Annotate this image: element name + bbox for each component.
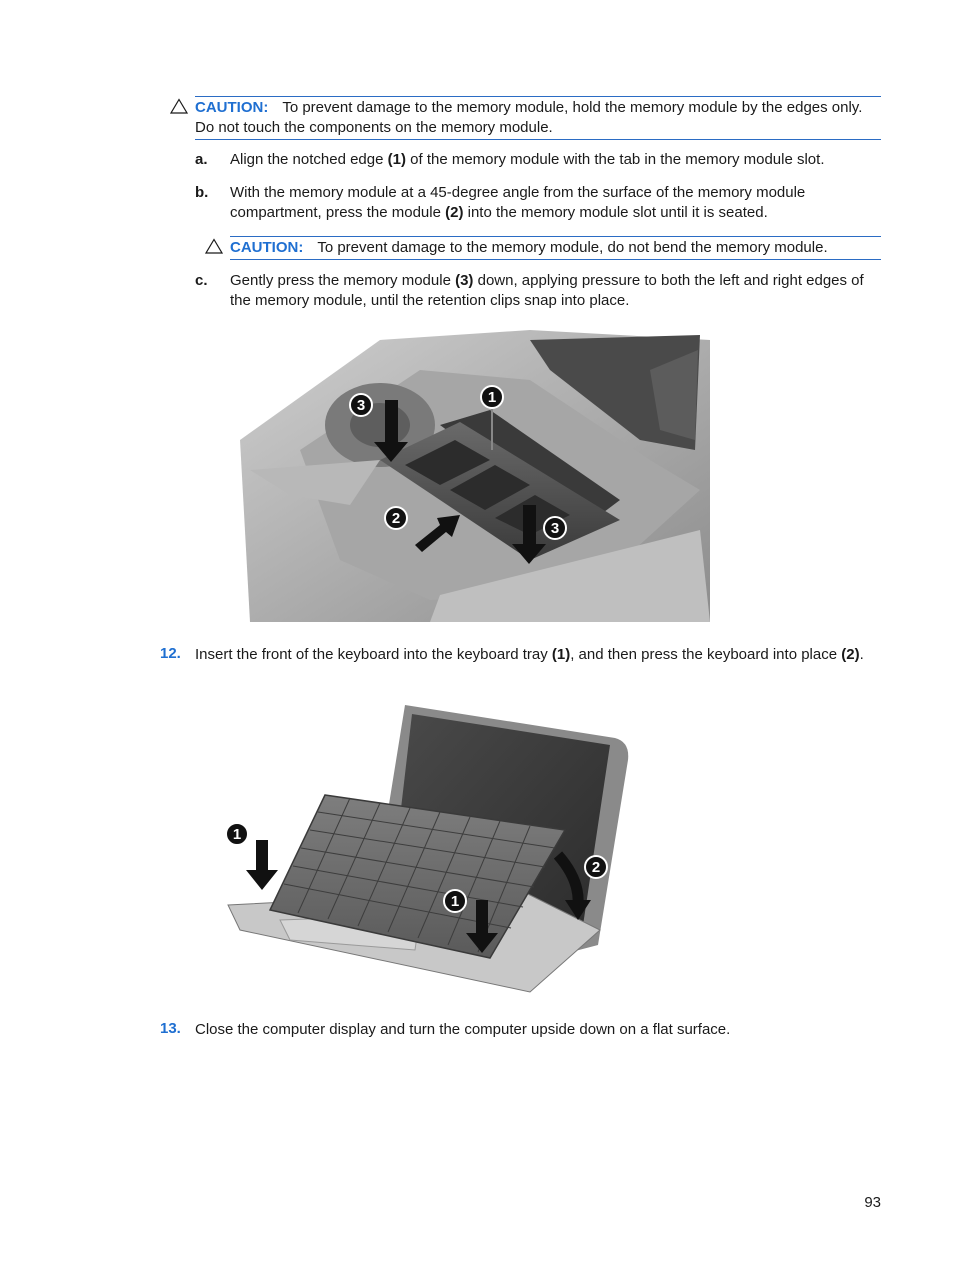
step-marker: c. <box>195 272 208 289</box>
svg-text:3: 3 <box>356 397 366 414</box>
step-ref: (3) <box>455 272 474 289</box>
step-text: of the memory module with the tab in the memory module slot. <box>405 151 825 168</box>
callout-2 <box>585 856 607 878</box>
step-a <box>195 150 882 170</box>
caution-box-2 <box>230 236 881 260</box>
step-text: down, applying pressure to both the left and right edges of the memory module, until the retention clips snap into place. <box>230 272 864 309</box>
step-text: Gently press the memory module <box>230 272 456 289</box>
caution-label: CAUTION: <box>230 239 304 256</box>
step-ref: (2) <box>445 203 464 221</box>
callout-1 <box>226 823 248 845</box>
step-text: Insert the front of the keyboard into the keyboard tray <box>195 646 552 663</box>
callout-3 <box>544 517 566 539</box>
callout-2 <box>385 507 407 529</box>
caution-text: To prevent damage to the memory module, do not bend the memory module. <box>317 239 828 256</box>
step-c <box>195 271 882 310</box>
svg-text:2: 2 <box>391 510 401 527</box>
step-text: into the memory module slot until it is seated. <box>463 203 768 221</box>
svg-text:2: 2 <box>591 859 601 876</box>
step-number: 13. <box>160 1020 181 1037</box>
step-ref: (1) <box>387 151 406 168</box>
step-text: , and then press the keyboard into place <box>570 646 842 663</box>
callout-3 <box>350 394 372 416</box>
caution-text: To prevent damage to the memory module, hold the memory module by the edges only. Do not touch the components on the memory module. <box>195 99 863 136</box>
step-text: . <box>859 646 864 663</box>
caution-triangle-icon <box>170 98 188 114</box>
step-12 <box>195 645 885 665</box>
svg-text:3: 3 <box>550 520 560 537</box>
svg-text:1: 1 <box>450 893 460 910</box>
step-text: Close the computer display and turn the computer upside down on a flat surface. <box>195 1021 731 1038</box>
keyboard-figure <box>220 700 640 1000</box>
page-number: 93 <box>864 1194 881 1211</box>
step-marker: a. <box>195 151 208 168</box>
caution-triangle-icon <box>205 238 223 254</box>
svg-text:1: 1 <box>487 389 497 406</box>
step-text: With the memory module at a 45-degree angle from the surface of the memory module compartment, press the module <box>230 184 806 221</box>
caution-box-1 <box>195 96 881 140</box>
step-text: Align the notched edge <box>230 151 388 168</box>
callout-1 <box>481 386 503 408</box>
step-ref: (2) <box>841 646 860 663</box>
svg-text:1: 1 <box>232 826 242 843</box>
memory-module-figure <box>230 330 710 622</box>
step-13 <box>195 1020 885 1040</box>
step-marker: b. <box>195 184 209 201</box>
callout-1 <box>444 890 466 912</box>
caution-label: CAUTION: <box>195 99 269 116</box>
step-b <box>195 183 870 222</box>
step-number: 12. <box>160 645 181 662</box>
step-ref: (1) <box>551 646 571 663</box>
